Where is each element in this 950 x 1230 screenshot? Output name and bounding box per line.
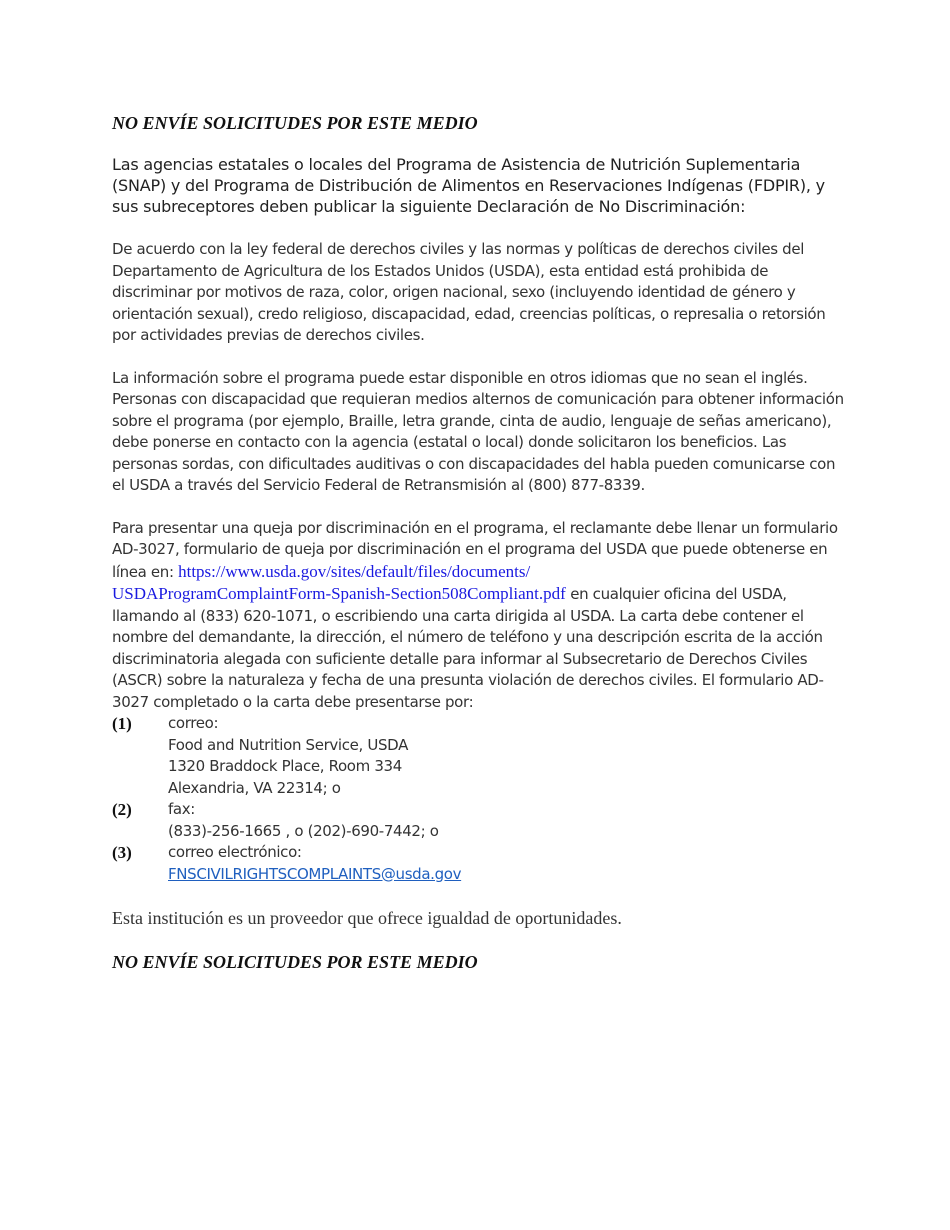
address-line: Food and Nutrition Service, USDA bbox=[168, 735, 408, 754]
address-line: 1320 Braddock Place, Room 334 bbox=[168, 757, 402, 775]
list-item-content bbox=[168, 842, 461, 885]
complaint-paragraph bbox=[112, 518, 847, 714]
list-item-content bbox=[168, 799, 439, 842]
language-access-paragraph: La información sobre el programa puede estar disponible en otros idiomas que no sean el inglés. Personas con discapacidad que requieran medios alternos de comunicación para obtener información sobre el programa (por ejemplo, Braille, letra grande, cinta de audio, lenguaje de señas americano), debe ponerse en contacto con la agencia (estatal o local) donde solicitaron los beneficios. Las personas sordas, con dificultades auditivas o con discapacidades del habla pueden comunicarse con el USDA a través del Servicio Federal de Retransmisión al (800) 877-8339. bbox=[112, 368, 844, 494]
civil-rights-paragraph: De acuerdo con la ley federal de derechos civiles y las normas y políticas de derechos civiles del Departamento de Agricultura de los Estados Unidos (USDA), esta entidad está prohibida de discriminar por motivos de raza, color, origen nacional, sexo (incluyendo identidad de género y orientación sexual), credo religioso, discapacidad, edad, creencias políticas, o represalia o retorsión por actividades previas de derechos civiles. bbox=[112, 240, 826, 344]
intro-paragraph: Las agencias estatales o locales del Programa de Asistencia de Nutrición Suplementaria (SNAP) y del Programa de Distribución de Alimentos en Reservaciones Indígenas (FDPIR), y sus subreceptores deben publicar la siguiente Declaración de No Discriminación: bbox=[112, 155, 825, 216]
list-item-fax bbox=[112, 799, 847, 842]
paragraph-gap bbox=[112, 347, 847, 368]
list-number: (2) bbox=[112, 800, 132, 819]
nondiscrimination-document bbox=[112, 112, 847, 973]
method-label: correo electrónico: bbox=[168, 843, 302, 861]
complaint-form-link[interactable] bbox=[112, 562, 566, 604]
list-item-content bbox=[168, 713, 408, 799]
paragraph-gap bbox=[112, 497, 847, 518]
list-number: (3) bbox=[112, 843, 132, 862]
complaint-form-link-line-2[interactable]: USDAProgramComplaintForm-Spanish-Section508Compliant.pdf bbox=[112, 584, 566, 603]
complaint-text-after-link: en cualquier oficina del USDA, llamando al (833) 620-1071, o escribiendo una carta dirigida al USDA. La carta debe contener el nombre del demandante, la dirección, el número de teléfono y una descripción escrita de la acción discriminatoria alegada con suficiente detalle para informar al Subsecretario de Derechos Civiles (ASCR) sobre la naturaleza y fecha de una presunta violación de derechos civiles. El formulario AD-3027 completado o la carta debe presentarse por: bbox=[112, 585, 824, 711]
complaints-email-link[interactable]: FNSCIVILRIGHTSCOMPLAINTS@usda.gov bbox=[168, 864, 462, 883]
method-label: fax: bbox=[168, 800, 196, 818]
list-number: (1) bbox=[112, 714, 132, 733]
notice-heading-top: NO ENVÍE SOLICITUDES POR ESTE MEDIO bbox=[112, 113, 478, 133]
complaint-text-before-link: Para presentar una queja por discriminación en el programa, el reclamante debe llenar un formulario AD-3027, formulario de queja por discriminación en el programa del USDA que puede obtenerse en línea en: bbox=[112, 518, 838, 581]
fax-numbers: (833)-256-1665 , o (202)-690-7442; o bbox=[168, 821, 439, 840]
list-item-email bbox=[112, 842, 847, 885]
submission-methods-list bbox=[112, 713, 847, 885]
equal-opportunity-statement: Esta institución es un proveedor que ofrece igualdad de oportunidades. bbox=[112, 908, 622, 928]
list-item-mail bbox=[112, 713, 847, 799]
address-line: Alexandria, VA 22314; o bbox=[168, 778, 341, 797]
complaint-form-link-line-1[interactable]: https://www.usda.gov/sites/default/files/documents/ bbox=[178, 561, 531, 581]
notice-heading-bottom: NO ENVÍE SOLICITUDES POR ESTE MEDIO bbox=[112, 952, 478, 972]
method-label: correo: bbox=[168, 714, 219, 732]
